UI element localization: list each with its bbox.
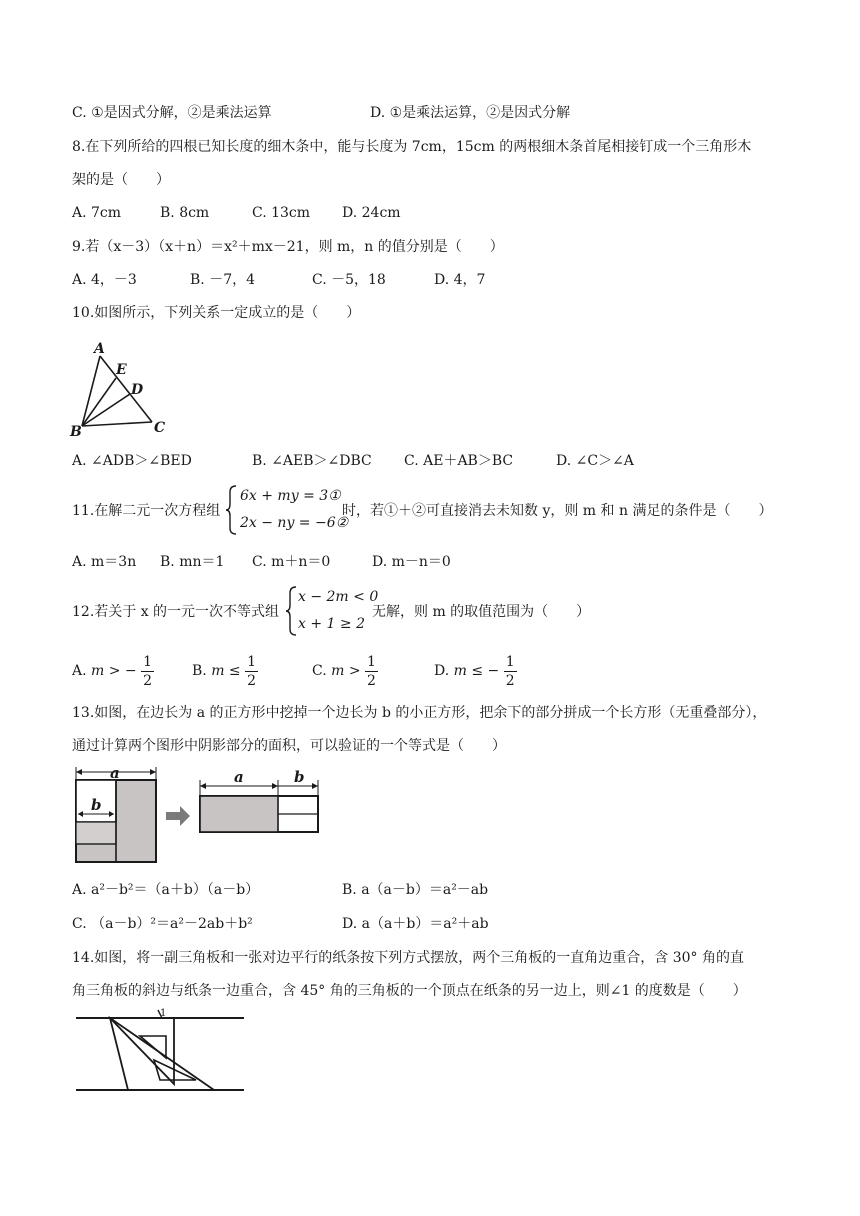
q10-option-b: B. ∠AEB＞∠DBC (252, 453, 372, 469)
q11-option-a: A. m＝3n (72, 554, 137, 570)
q11-equation-2: 2x − ny = −6② (240, 515, 349, 531)
q13-option-d: D. a（a＋b）＝a²＋ab (342, 916, 489, 932)
q13-option-b: B. a（a－b）＝a²－ab (342, 882, 489, 898)
q14-stem-line2: 角三角板的斜边与纸条一边重合，含 45° 角的三角板的一个顶点在纸条的另一边上，则∠1 的度数是（ ） (72, 983, 747, 999)
q8-option-a: A. 7cm (72, 205, 122, 221)
q10-option-d: D. ∠C＞∠A (556, 453, 634, 469)
q8-option-c: C. 13cm (252, 205, 311, 221)
q8-stem-line1: 8.在下列所给的四根已知长度的细木条中，能与长度为 7cm，15cm 的两根细木条首尾相接钉成一个三角形木 (72, 139, 752, 155)
q13-option-a: A. a²－b²＝（a＋b）（a－b） (72, 882, 260, 898)
q9-option-d: D. 4，7 (434, 272, 486, 288)
q10-option-c: C. AE＋AB＞BC (404, 453, 514, 469)
q13-stem-line2: 通过计算两个图形中阴影部分的面积，可以验证的一个等式是（ ） (72, 738, 506, 754)
q13-label-a-left: a (110, 764, 120, 782)
q9-option-c: C. －5，18 (312, 272, 386, 288)
q12-option-d: D. m ≤ − $\frac{1}{2}$ (434, 653, 515, 689)
q13-label-b-right: b (294, 768, 305, 786)
q9-option-a: A. 4，－3 (72, 272, 137, 288)
q11-stem-prefix: 11.在解二元一次方程组 (72, 503, 221, 519)
q8-stem-line2: 架的是（ ） (72, 172, 170, 188)
q11-option-b: B. mn＝1 (160, 554, 225, 570)
q10-stem: 10.如图所示，下列关系一定成立的是（ ） (72, 305, 361, 321)
q11-brace (226, 484, 238, 536)
q12-inequality-1: x − 2m < 0 (298, 589, 379, 605)
q13-option-c: C. （a－b）²＝a²－2ab＋b² (72, 916, 253, 932)
q11-equation-1: 6x + my = 3① (240, 488, 341, 504)
q10-label-d: D (131, 382, 144, 398)
q11-stem-suffix: 时，若①＋②可直接消去未知数 y，则 m 和 n 满足的条件是（ ） (342, 503, 773, 519)
q12-brace (286, 585, 298, 637)
q9-option-b: B. －7，4 (190, 272, 256, 288)
q10-triangle-figure (70, 340, 180, 440)
q14-triangle-strip-figure (74, 1008, 246, 1100)
q7-option-c: C. ①是因式分解，②是乘法运算 (72, 105, 272, 121)
q10-label-a: A (94, 341, 105, 357)
q10-label-c: C (154, 420, 166, 436)
q11-option-d: D. m－n＝0 (372, 554, 451, 570)
q14-angle-label-1: 1 (160, 1008, 167, 1019)
q14-stem-line1: 14.如图，将一副三角板和一张对边平行的纸条按下列方式摆放，两个三角板的一直角边重合，含 30° 角的直 (72, 950, 744, 966)
q13-label-a-right: a (234, 768, 244, 786)
q12-stem-suffix: 无解，则 m 的取值范围为（ ） (372, 604, 591, 620)
q8-option-b: B. 8cm (160, 205, 210, 221)
q10-option-a: A. ∠ADB＞∠BED (72, 453, 192, 469)
q12-option-b: B. m ≤ $\frac{1}{2}$ (192, 653, 257, 689)
q8-option-d: D. 24cm (342, 205, 401, 221)
q10-label-b: B (70, 424, 82, 440)
q12-option-c: C. m > $\frac{1}{2}$ (312, 653, 376, 689)
q10-label-e: E (116, 362, 127, 378)
q9-stem: 9.若（x－3）（x＋n）＝x²＋mx－21，则 m，n 的值分别是（ ） (72, 239, 504, 255)
q12-stem-prefix: 12.若关于 x 的一元一次不等式组 (72, 604, 280, 620)
q13-label-b-left: b (91, 796, 102, 814)
q13-stem-line1: 13.如图，在边长为 a 的正方形中挖掉一个边长为 b 的小正方形，把余下的部分拼成一个长方形（无重叠部分）， (72, 705, 767, 721)
q13-square-figure (72, 764, 324, 866)
q12-option-a: A. m > − $\frac{1}{2}$ (72, 653, 153, 689)
q11-option-c: C. m＋n＝0 (252, 554, 331, 570)
q7-option-d: D. ①是乘法运算，②是因式分解 (370, 105, 571, 121)
q12-inequality-2: x + 1 ≥ 2 (298, 616, 365, 632)
